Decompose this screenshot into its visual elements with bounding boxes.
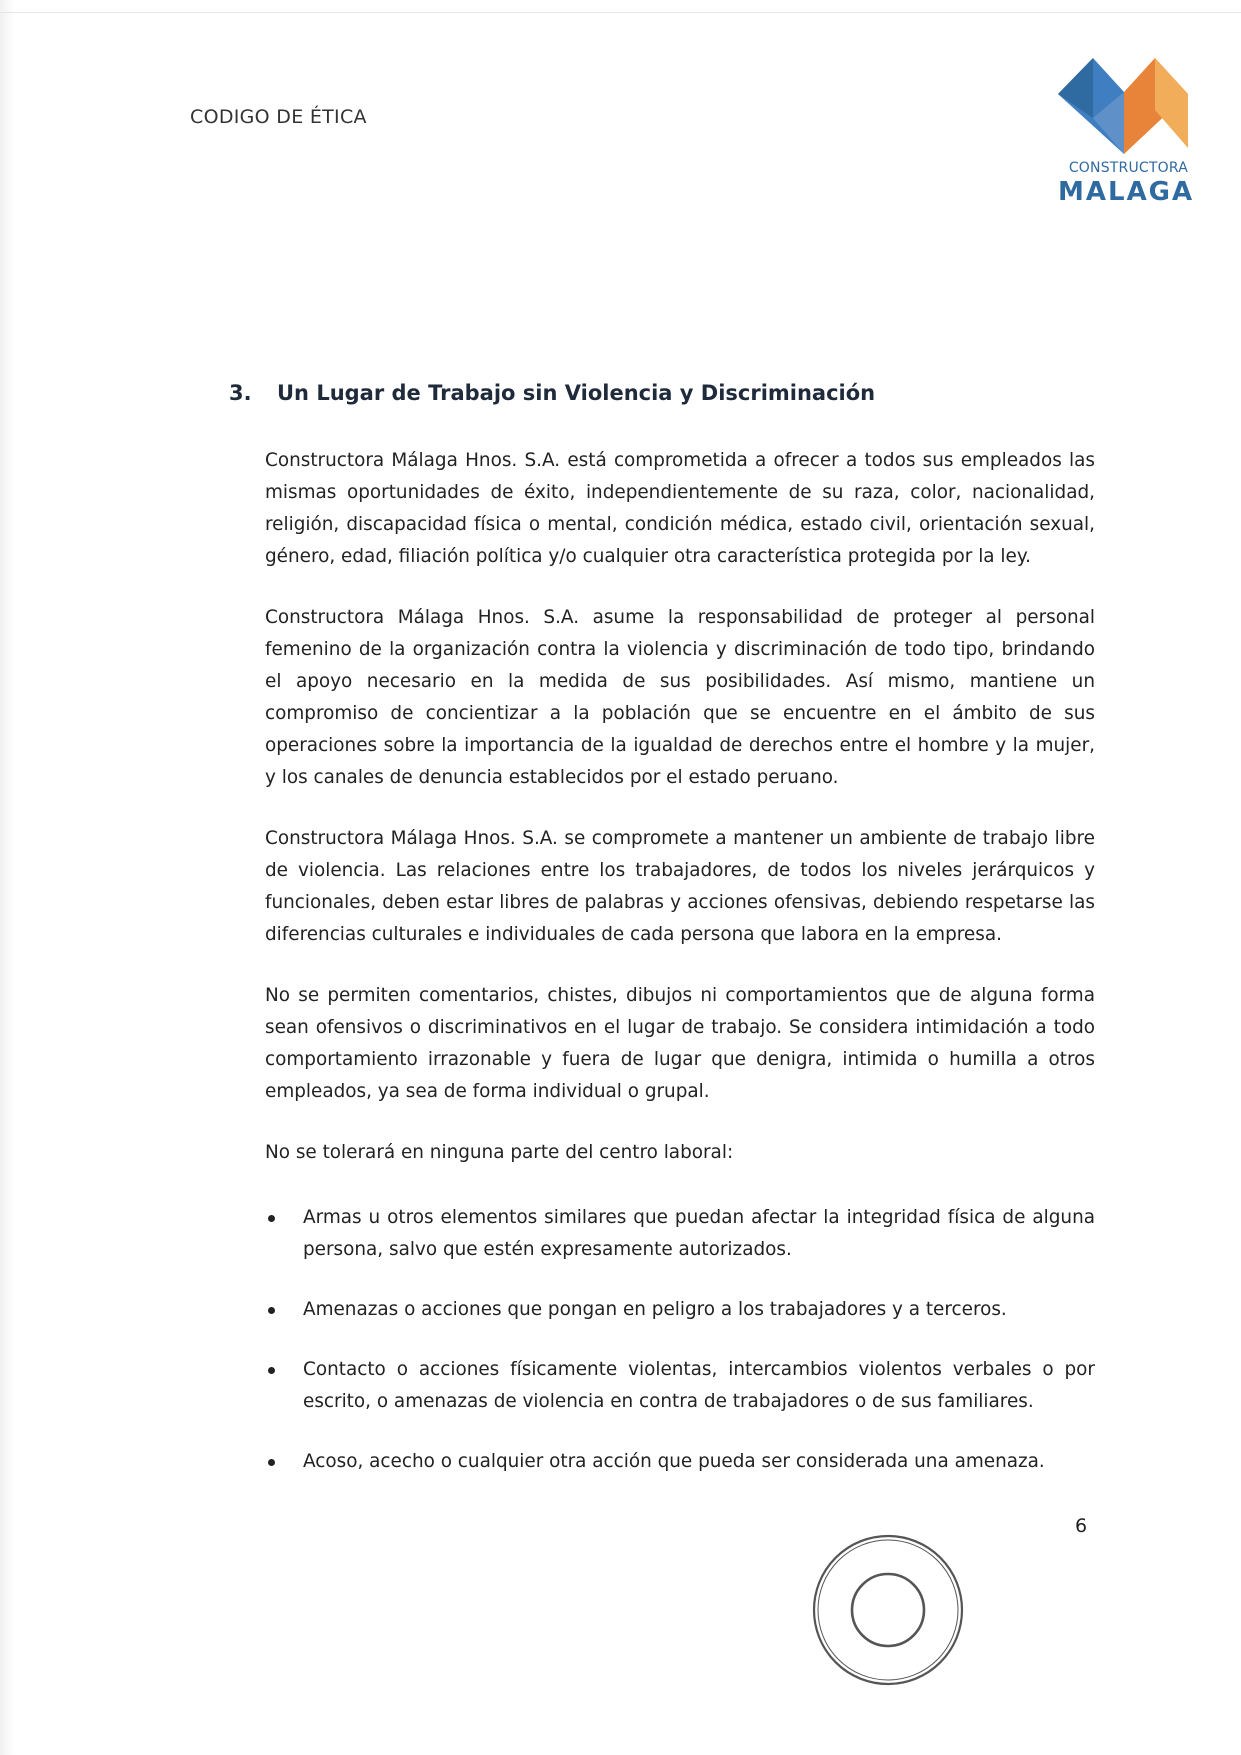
scan-edge (0, 0, 14, 1755)
list-item-text: Contacto o acciones físicamente violentas, intercambios violentos verbales o por escrito, o amenazas de violencia en contra de trabajadores o de sus familiares. (303, 1359, 1095, 1412)
logo-text-malaga: MALAGA (1058, 177, 1195, 207)
list-item (265, 1202, 1095, 1266)
list-item (265, 1446, 1095, 1478)
bullet-icon (268, 1307, 275, 1314)
list-intro: No se tolerará en ninguna parte del centro laboral: (265, 1142, 734, 1163)
list-item-text: Armas u otros elementos similares que puedan afectar la integridad física de alguna persona, salvo que estén expresamente autorizados. (303, 1207, 1095, 1260)
bullet-icon (268, 1459, 275, 1466)
list-item (265, 1294, 1095, 1326)
section-number: 3. (229, 381, 252, 405)
page-number: 6 (1075, 1515, 1088, 1537)
paragraph: Constructora Málaga Hnos. S.A. está comprometida a ofrecer a todos sus empleados las mismas oportunidades de éxito, independientemente de su raza, color, nacionalidad, religión, discapacidad física o mental, condición médica, estado civil, orientación sexual, género, edad, filiación política y/o cualquier otra característica protegida por la ley. (265, 450, 1095, 567)
paragraph: Constructora Málaga Hnos. S.A. asume la responsabilidad de proteger al personal femenino de la organización contra la violencia y discriminación de todo tipo, brindando el apoyo necesario en la medida de sus posibilidades. Así mismo, mantiene un compromiso de concientizar a la población que se encuentre en el ámbito de sus operaciones sobre la importancia de la igualdad de derechos entre el hombre y la mujer, y los canales de denuncia establecidos por el estado peruano. (265, 607, 1095, 788)
section-body (265, 445, 1095, 1506)
logo-text-constructora: CONSTRUCTORA (1068, 160, 1188, 176)
list-item-text: Amenazas o acciones que pongan en peligro a los trabajadores y a terceros. (303, 1299, 1007, 1320)
list-item-text: Acoso, acecho o cualquier otra acción que pueda ser considerada una amenaza. (303, 1451, 1045, 1472)
bullet-icon (268, 1367, 275, 1374)
bullet-icon (268, 1215, 275, 1222)
list-item (265, 1354, 1095, 1418)
section-title: Un Lugar de Trabajo sin Violencia y Discriminación (277, 381, 876, 405)
paragraph: No se permiten comentarios, chistes, dibujos ni comportamientos que de alguna forma sean ofensivos o discriminativos en el lugar de trabajo. Se considera intimidación a todo comportamiento irrazonable y fuera de lugar que denigra, intimida o humilla a otros empleados, ya sea de forma individual o grupal. (265, 985, 1095, 1102)
prohibited-list (265, 1202, 1095, 1478)
sig-stamp (808, 1530, 968, 1690)
company-logo (1058, 58, 1195, 208)
top-rule (0, 12, 1241, 13)
logo-mark-icon (1058, 58, 1188, 154)
stamp-seal-icon (808, 1530, 968, 1690)
document-header-title: CODIGO DE ÉTICA (190, 106, 367, 128)
paragraph: Constructora Málaga Hnos. S.A. se compromete a mantener un ambiente de trabajo libre de violencia. Las relaciones entre los trabajadores, de todos los niveles jerárquicos y funcionales, deben estar libres de palabras y acciones ofensivas, debiendo respetarse las diferencias culturales e individuales de cada persona que labora en la empresa. (265, 828, 1095, 945)
section-heading (229, 381, 875, 405)
